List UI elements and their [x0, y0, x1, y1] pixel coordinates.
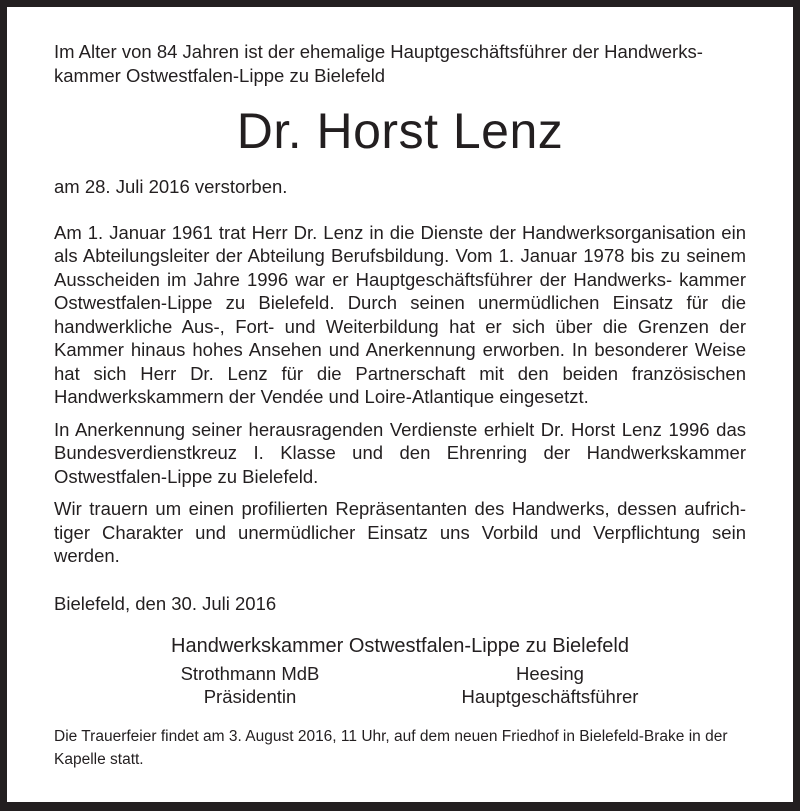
intro-text [54, 40, 746, 87]
intro-line-1: Im Alter von 84 Jahren ist der ehemalige Hauptgeschäftsführer der Handwerks- [54, 41, 703, 62]
place-and-date: Bielefeld, den 30. Juli 2016 [54, 592, 277, 614]
signatory [415, 662, 685, 708]
intro-line-2: kammer Ostwestfalen-Lippe zu Bielefeld [54, 64, 386, 86]
biography-paragraph: Am 1. Januar 1961 trat Herr Dr. Lenz in die Dienste der Handwerksorganisation ein als Abteilungsleiter der Abteilung Berufsbildung. Vom 1. Januar 1978 bis zu seinem Ausscheiden im Jahre 1996 war er Hauptgeschäftsführer der Handwerks- kammer Ostwestfalen-Lippe zu Bielefeld. Durch seinen unermüdlichen Einsatz für die handwerkliche Aus-, Fort- und Weiterbildung hat er sich über die Grenzen der Kammer hinaus hohes Ansehen und Anerkennung erworben. In besonderer Weise hat sich Herr Dr. Lenz für die Partnerschaft mit den beiden französischen Handwerkskammern der Vendée und Loire-Atlantique eingesetzt. [54, 221, 746, 407]
obituary-notice [7, 7, 793, 802]
death-date-text: am 28. Juli 2016 verstorben. [54, 176, 288, 197]
notice-content [54, 40, 746, 771]
funeral-info: Die Trauerfeier findet am 3. August 2016, 11 Uhr, auf dem neuen Friedhof in Bielefeld-Brake in der Kapelle statt. [54, 728, 728, 768]
organization-name: Handwerkskammer Ostwestfalen-Lippe zu Bielefeld [171, 635, 629, 657]
signatories [54, 662, 746, 708]
signatory-name: Heesing [516, 663, 584, 684]
signatory-role: Präsidentin [203, 686, 297, 707]
mourning-paragraph: Wir trauern um einen profilierten Repräsentanten des Handwerks, dessen aufrich- tiger Charakter und unermüdlicher Einsatz uns Vorbild und Verpflichtung sein werden. [54, 498, 746, 566]
signatory-role: Hauptgeschäftsführer [461, 686, 639, 707]
honors-paragraph: In Anerkennung seiner herausragenden Verdienste erhielt Dr. Horst Lenz 1996 das Bundesverdienstkreuz I. Klasse und den Ehrenring der Handwerkskammer Ostwestfalen-Lippe zu Bielefeld. [54, 418, 746, 487]
deceased-name: Dr. Horst Lenz [236, 103, 564, 159]
signatory [115, 662, 385, 708]
signatory-name: Strothmann MdB [180, 663, 320, 684]
